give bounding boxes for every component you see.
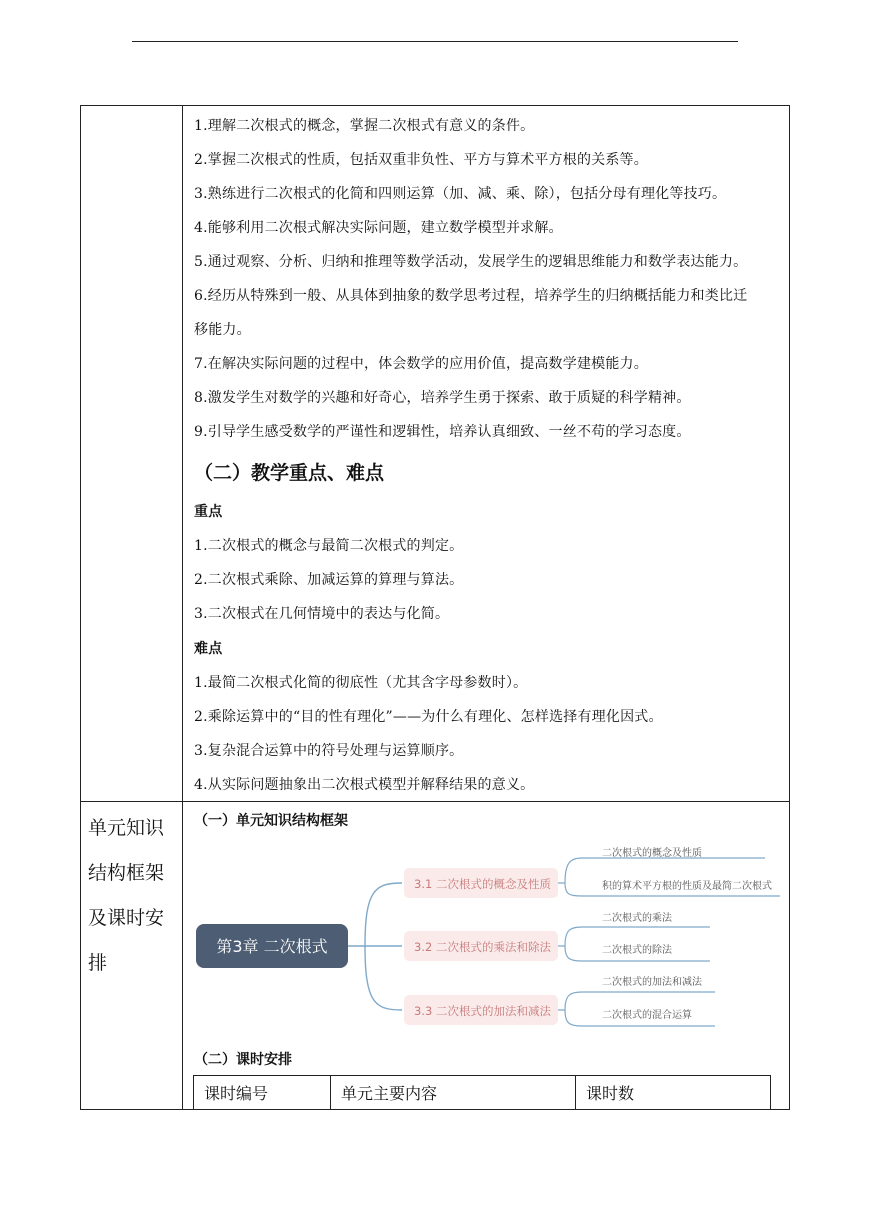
mindmap-root-label: 第3章 二次根式 bbox=[216, 937, 328, 956]
objective-item: 8.激发学生对数学的兴趣和好奇心，培养学生勇于探索、敢于质疑的科学精神。 bbox=[194, 390, 691, 406]
column-divider bbox=[182, 105, 183, 1110]
mindmap-connector bbox=[558, 992, 715, 1010]
row-label-line: 排 bbox=[88, 952, 108, 974]
objective-item-continuation: 移能力。 bbox=[194, 322, 251, 338]
difficulties-label: 难点 bbox=[194, 641, 223, 657]
row-label-line: 结构框架 bbox=[88, 862, 165, 884]
key-point-item: 2.二次根式乘除、加减运算的算理与算法。 bbox=[194, 572, 464, 588]
table-header-cell: 课时数 bbox=[576, 1076, 771, 1110]
table-header-row bbox=[194, 1076, 771, 1110]
row-label-line: 及课时安 bbox=[88, 907, 165, 929]
row-label bbox=[88, 806, 178, 986]
mindmap-branch-label: 3.2 二次根式的乘法和除法 bbox=[414, 940, 551, 954]
mindmap-connector bbox=[365, 883, 402, 946]
objective-item: 2.掌握二次根式的性质，包括双重非负性、平方与算术平方根的关系等。 bbox=[194, 152, 648, 168]
mindmap bbox=[190, 835, 790, 1035]
schedule-title: （二）课时安排 bbox=[194, 1052, 292, 1068]
table-header-cell: 课时编号 bbox=[194, 1076, 331, 1110]
mindmap-connector bbox=[558, 858, 765, 883]
key-points-label: 重点 bbox=[194, 504, 223, 520]
objective-item: 1.理解二次根式的概念，掌握二次根式有意义的条件。 bbox=[194, 118, 535, 134]
mindmap-branch-label: 3.1 二次根式的概念及性质 bbox=[414, 877, 551, 891]
objective-item: 9.引导学生感受数学的严谨性和逻辑性，培养认真细致、一丝不苟的学习态度。 bbox=[194, 424, 691, 440]
objective-item: 6.经历从特殊到一般、从具体到抽象的数学思考过程，培养学生的归纳概括能力和类比迁 bbox=[194, 288, 748, 304]
mindmap-leaf: 二次根式的混合运算 bbox=[602, 1010, 692, 1021]
row-label-line: 单元知识 bbox=[88, 817, 165, 839]
mindmap-leaf: 积的算术平方根的性质及最简二次根式 bbox=[602, 881, 772, 892]
difficulty-item: 4.从实际问题抽象出二次根式模型并解释结果的意义。 bbox=[194, 777, 535, 793]
objective-item: 4.能够利用二次根式解决实际问题，建立数学模型并求解。 bbox=[194, 220, 563, 236]
difficulty-item: 3.复杂混合运算中的符号处理与运算顺序。 bbox=[194, 743, 464, 759]
framework-title: （一）单元知识结构框架 bbox=[194, 813, 348, 829]
key-point-item: 1.二次根式的概念与最简二次根式的判定。 bbox=[194, 538, 464, 554]
mindmap-leaf: 二次根式的概念及性质 bbox=[602, 848, 702, 859]
objective-item: 5.通过观察、分析、归纳和推理等数学活动，发展学生的逻辑思维能力和数学表达能力。 bbox=[194, 254, 748, 270]
header-rule bbox=[132, 41, 738, 42]
schedule-table bbox=[193, 1075, 771, 1110]
mindmap-connector bbox=[558, 927, 710, 946]
table-header-cell: 单元主要内容 bbox=[331, 1076, 576, 1110]
mindmap-leaf: 二次根式的除法 bbox=[602, 945, 672, 956]
row-divider bbox=[80, 801, 790, 802]
difficulty-item: 2.乘除运算中的“目的性有理化”——为什么有理化、怎样选择有理化因式。 bbox=[194, 709, 663, 725]
section-heading: （二）教学重点、难点 bbox=[194, 462, 385, 484]
mindmap-branch-label: 3.3 二次根式的加法和减法 bbox=[414, 1004, 551, 1018]
difficulty-item: 1.最简二次根式化简的彻底性（尤其含字母参数时）。 bbox=[194, 675, 528, 691]
objective-item: 7.在解决实际问题的过程中，体会数学的应用价值，提高数学建模能力。 bbox=[194, 356, 648, 372]
mindmap-leaf: 二次根式的乘法 bbox=[602, 913, 672, 924]
mindmap-connector bbox=[365, 946, 402, 1010]
key-point-item: 3.二次根式在几何情境中的表达与化简。 bbox=[194, 606, 450, 622]
mindmap-leaf: 二次根式的加法和减法 bbox=[602, 977, 702, 988]
objective-item: 3.熟练进行二次根式的化简和四则运算（加、减、乘、除），包括分母有理化等技巧。 bbox=[194, 186, 727, 202]
